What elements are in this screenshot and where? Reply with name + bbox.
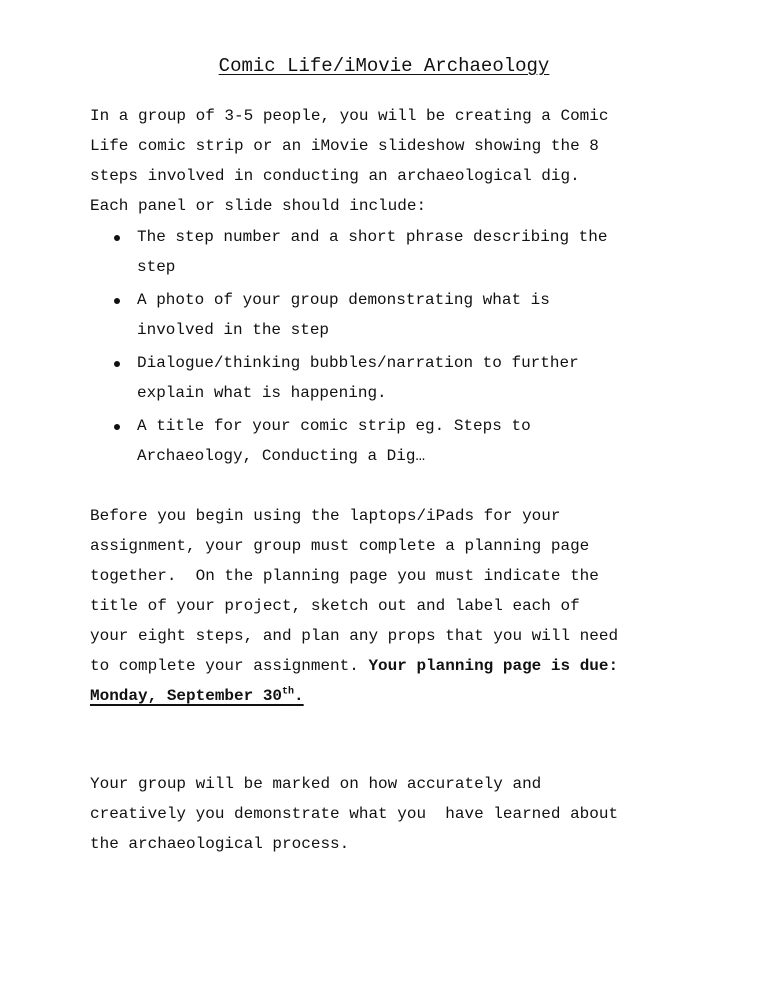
planning-last-line-text: to complete your assignment. [90, 657, 369, 675]
list-item [90, 411, 710, 471]
text-line: title of your project, sketch out and label each of [90, 597, 580, 615]
text-line: Archaeology, Conducting a Dig… [137, 447, 426, 465]
text-line-mixed [90, 651, 710, 681]
text-line: creatively you demonstrate what you have learned about [90, 805, 619, 823]
text-line: Your group will be marked on how accurately and [90, 775, 542, 793]
bullet-icon [114, 424, 120, 430]
bullet-icon [114, 235, 120, 241]
list-item [90, 222, 710, 282]
list-item [90, 348, 710, 408]
text-line: the archaeological process. [90, 835, 350, 853]
list-item [90, 285, 710, 345]
text-line: The step number and a short phrase describing the [137, 228, 608, 246]
text-line: together. On the planning page you must indicate the [90, 567, 599, 585]
bullet-icon [114, 298, 120, 304]
due-label: Your planning page is due: [368, 657, 619, 675]
text-line: explain what is happening. [137, 384, 387, 402]
requirements-list [90, 222, 710, 474]
text-line: Before you begin using the laptops/iPads for your [90, 507, 561, 525]
text-line: A title for your comic strip eg. Steps to [137, 417, 531, 435]
due-date-line [90, 681, 710, 711]
text-line: Dialogue/thinking bubbles/narration to further [137, 354, 579, 372]
text-line: Each panel or slide should include: [90, 197, 427, 215]
text-line: involved in the step [137, 321, 330, 339]
text-line: In a group of 3-5 people, you will be creating a Comic [90, 107, 609, 125]
text-line: A photo of your group demonstrating what is [137, 291, 550, 309]
text-line: step [137, 258, 176, 276]
planning-paragraph [90, 501, 710, 711]
due-date [90, 687, 304, 705]
text-line: steps involved in conducting an archaeological dig. [90, 167, 580, 185]
bullet-icon [114, 361, 120, 367]
page-title: Comic Life/iMovie Archaeology [218, 55, 550, 77]
due-date-suffix: th [282, 686, 295, 698]
text-line: Life comic strip or an iMovie slideshow showing the 8 [90, 137, 599, 155]
due-date-text: Monday, September 30 [90, 687, 283, 705]
intro-paragraph [90, 101, 710, 221]
text-line: your eight steps, and plan any props that you will need [90, 627, 619, 645]
marking-paragraph [90, 769, 710, 859]
due-date-end: . [294, 687, 304, 705]
text-line: assignment, your group must complete a planning page [90, 537, 590, 555]
